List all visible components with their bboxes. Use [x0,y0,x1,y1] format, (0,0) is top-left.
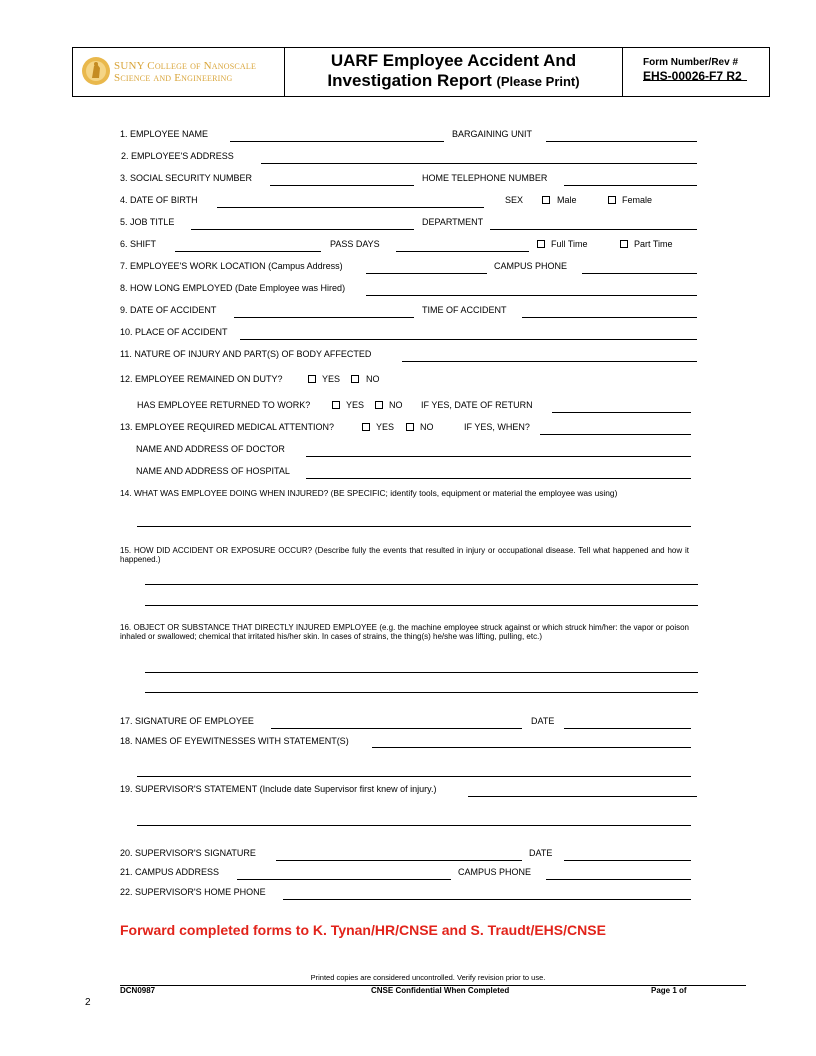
form-number-cell [623,48,769,96]
department-label: DEPARTMENT [422,217,484,227]
date-of-accident-label: 9. DATE OF ACCIDENT [120,305,217,315]
time-of-accident-label: TIME OF ACCIDENT [422,305,507,315]
employee-address-field[interactable] [261,163,697,164]
shift-label: 6. SHIFT [120,239,157,249]
medical-yes-checkbox[interactable] [362,423,370,431]
full-time-checkbox[interactable] [537,240,545,248]
job-title-label: 5. JOB TITLE [120,217,175,227]
supervisor-home-phone-field[interactable] [283,899,691,900]
job-title-field[interactable] [191,229,414,230]
form-number-underline [643,80,747,81]
form-header [72,47,770,97]
forward-instructions: Forward completed forms to K. Tynan/HR/CNSE and S. Traudt/EHS/CNSE [120,922,606,938]
supervisor-statement-field[interactable] [468,796,697,797]
supervisor-signature-field[interactable] [276,860,522,861]
work-location-field[interactable] [366,273,487,274]
remained-on-duty-label: 12. EMPLOYEE REMAINED ON DUTY? [120,374,283,384]
remained-no-label: NO [366,374,380,384]
logo-line1: SUNY College of Nanoscale [114,60,257,72]
date-of-return-label: IF YES, DATE OF RETURN [421,400,533,410]
how-long-employed-label: 8. HOW LONG EMPLOYED (Date Employee was Hired) [120,283,346,293]
eyewitnesses-line2[interactable] [137,776,691,777]
medical-no-checkbox[interactable] [406,423,414,431]
dcn-number: DCN0987 [120,986,156,995]
supervisor-signature-label: 20. SUPERVISOR'S SIGNATURE [120,848,256,858]
signature-of-employee-field[interactable] [271,728,522,729]
remained-yes-label: YES [322,374,341,384]
shift-field[interactable] [175,251,321,252]
hospital-label: NAME AND ADDRESS OF HOSPITAL [136,466,290,476]
part-time-label: Part Time [634,239,673,249]
work-location-label: 7. EMPLOYEE'S WORK LOCATION (Campus Address) [120,261,343,271]
form-number-value: EHS-00026-F7 R2 [643,69,742,83]
time-of-accident-field[interactable] [522,317,697,318]
logo-cell [73,48,285,96]
how-did-accident-occur-line1[interactable] [145,584,698,585]
male-checkbox[interactable] [542,196,550,204]
object-or-substance-label: 16. OBJECT OR SUBSTANCE THAT DIRECTLY INJURED EMPLOYEE (e.g. the machine employee struck against or which struck him/her: the vapor or poison inhaled or swallowed; chemical that irritated his/her skin. In cases of strains, the thing(s) he/she was lifting, pulling, etc.) [120,623,689,641]
campus-phone-label: CAMPUS PHONE [494,261,568,271]
home-phone-label: HOME TELEPHONE NUMBER [422,173,548,183]
returned-no-label: NO [389,400,403,410]
title-cell [285,48,623,96]
eyewitnesses-label: 18. NAMES OF EYEWITNESSES WITH STATEMENT(S) [120,736,349,746]
remained-yes-checkbox[interactable] [308,375,316,383]
object-or-substance-line1[interactable] [145,672,698,673]
signature-of-employee-label: 17. SIGNATURE OF EMPLOYEE [120,716,254,726]
nature-of-injury-field[interactable] [402,361,697,362]
nature-of-injury-label: 11. NATURE OF INJURY AND PART(S) OF BODY AFFECTED [120,349,372,359]
object-or-substance-line2[interactable] [145,692,698,693]
place-of-accident-label: 10. PLACE OF ACCIDENT [120,327,228,337]
remained-no-checkbox[interactable] [351,375,359,383]
returned-to-work-label: HAS EMPLOYEE RETURNED TO WORK? [137,400,311,410]
returned-yes-checkbox[interactable] [332,401,340,409]
if-yes-when-label: IF YES, WHEN? [464,422,530,432]
medical-attention-label: 13. EMPLOYEE REQUIRED MEDICAL ATTENTION? [120,422,335,432]
home-phone-field[interactable] [564,185,697,186]
page-title-line2: Investigation Report (Please Print) [327,71,580,90]
dob-label: 4. DATE OF BIRTH [120,195,198,205]
supervisor-statement-label: 19. SUPERVISOR'S STATEMENT (Include date Supervisor first knew of injury.) [120,784,437,794]
doctor-field[interactable] [306,456,691,457]
medical-no-label: NO [420,422,434,432]
how-did-accident-occur-label: 15. HOW DID ACCIDENT OR EXPOSURE OCCUR? (Describe fully the events that resulted in injury or occupational disease. Tell what happened and how it happened.) [120,546,689,564]
please-print-note: (Please Print) [496,74,580,89]
employee-address-label: 2. EMPLOYEE'S ADDRESS [121,151,234,161]
ssn-label: 3. SOCIAL SECURITY NUMBER [120,173,253,183]
bargaining-unit-field[interactable] [546,141,697,142]
how-long-employed-field[interactable] [366,295,697,296]
place-of-accident-field[interactable] [240,339,697,340]
male-label: Male [557,195,577,205]
if-yes-when-field[interactable] [540,434,691,435]
sex-label: SEX [505,195,524,205]
employee-name-label: 1. EMPLOYEE NAME [120,129,209,139]
how-did-accident-occur-line2[interactable] [145,605,698,606]
supervisor-campus-phone-label: CAMPUS PHONE [458,867,532,877]
page-number: Page 1 of [651,986,687,995]
date-of-accident-field[interactable] [234,317,414,318]
part-time-checkbox[interactable] [620,240,628,248]
hospital-field[interactable] [306,478,691,479]
eyewitnesses-field[interactable] [372,747,691,748]
employee-signature-date-label: DATE [531,716,555,726]
supervisor-statement-line2[interactable] [137,825,691,826]
female-label: Female [622,195,653,205]
doctor-label: NAME AND ADDRESS OF DOCTOR [136,444,285,454]
medical-yes-label: YES [376,422,395,432]
department-field[interactable] [490,229,697,230]
campus-phone-field[interactable] [582,273,697,274]
employee-name-field[interactable] [230,141,444,142]
full-time-label: Full Time [551,239,588,249]
supervisor-signature-date-label: DATE [529,848,553,858]
date-of-return-field[interactable] [552,412,691,413]
dob-field[interactable] [217,207,484,208]
pass-days-field[interactable] [396,251,529,252]
returned-no-checkbox[interactable] [375,401,383,409]
returned-yes-label: YES [346,400,365,410]
campus-address-field[interactable] [237,879,451,880]
what-was-employee-doing-field[interactable] [137,526,691,527]
page-title-line1: UARF Employee Accident And [330,51,577,70]
uncontrolled-notice: Printed copies are considered uncontrolled. Verify revision prior to use. [310,973,546,982]
confidential-notice: CNSE Confidential When Completed [371,986,510,995]
supervisor-signature-date-field[interactable] [564,860,691,861]
suny-seal-icon [81,56,111,86]
page-total: 2 [85,997,91,1008]
bargaining-unit-label: BARGAINING UNIT [452,129,533,139]
supervisor-home-phone-label: 22. SUPERVISOR'S HOME PHONE [120,887,266,897]
logo-line2: Science and Engineering [114,72,233,84]
employee-signature-date-field[interactable] [564,728,691,729]
form-number-label: Form Number/Rev # [643,57,739,68]
female-checkbox[interactable] [608,196,616,204]
ssn-field[interactable] [270,185,414,186]
supervisor-campus-phone-field[interactable] [546,879,691,880]
campus-address-label: 21. CAMPUS ADDRESS [120,867,220,877]
what-was-employee-doing-label: 14. WHAT WAS EMPLOYEE DOING WHEN INJURED? (BE SPECIFIC; identify tools, equipment or material the employee was using) [120,488,618,498]
pass-days-label: PASS DAYS [330,239,380,249]
